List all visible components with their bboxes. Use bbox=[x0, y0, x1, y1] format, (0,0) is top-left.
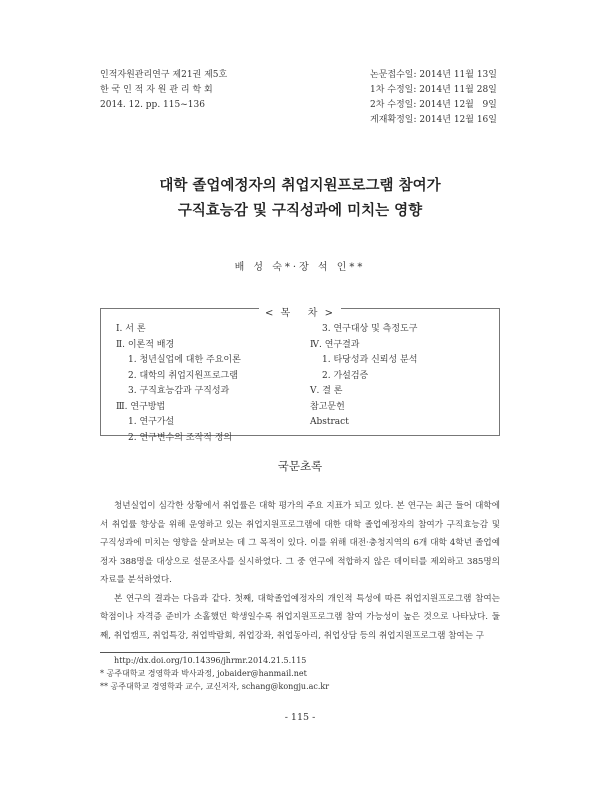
title-line-1: 대학 졸업예정자의 취업지원프로그램 참여가 bbox=[159, 178, 441, 194]
title-line-2: 구직효능감 및 구직성과에 미치는 영향 bbox=[177, 203, 423, 219]
toc-item: Ⅲ. 연구방법 bbox=[116, 401, 166, 412]
toc-item: 참고문헌 bbox=[310, 401, 345, 412]
toc-heading bbox=[0, 301, 600, 320]
toc-item: 1. 청년실업에 대한 주요이론 bbox=[128, 355, 241, 365]
toc-item: 3. 구직효능감과 구직성과 bbox=[128, 386, 230, 396]
journal-info bbox=[100, 68, 227, 113]
paper-title bbox=[0, 174, 600, 224]
date-received: 논문접수일: 2014년 11월 13일 bbox=[370, 70, 497, 80]
date-revised-1: 1차 수정일: 2014년 11월 28일 bbox=[370, 85, 497, 95]
toc-item: Abstract bbox=[310, 417, 349, 427]
abstract-paragraph-1: 청년실업이 심각한 상황에서 취업률은 대학 평가의 주요 지표가 되고 있다. 본 연구는 최근 들어 대학에서 취업률 향상을 위해 운영하고 있는 취업지원프로그램에 대한 대학 졸업예정자의 참여가 구직효능감 및 구직성과에 미치는 영향을 살펴보는 데 그 목적이 있다. 이를 위해 대전·충청지역의 6개 대학 4학년 졸업예정자 388명을 대상으로 설문조사를 실시하였다. 그 중 연구에 적합하지 않은 데이터를 제외하고 385명의 자료를 분석하였다. bbox=[100, 501, 500, 585]
doi-link[interactable]: http://dx.doi.org/10.14396/jhrmr.2014.21.5.115 bbox=[114, 656, 307, 665]
submission-dates bbox=[370, 68, 497, 128]
authors: 배 성 숙*·장 석 인** bbox=[234, 262, 366, 273]
toc-item: 2. 가설검증 bbox=[322, 370, 369, 381]
journal-name: 인적자원관리연구 제21권 제5호 bbox=[100, 70, 228, 80]
abstract-heading: 국문초록 bbox=[277, 459, 323, 473]
toc-item: Ⅰ. 서 론 bbox=[116, 324, 146, 334]
abstract-body bbox=[100, 497, 500, 645]
date-accepted: 게재확정일: 2014년 12월 16일 bbox=[370, 115, 497, 125]
toc-item: Ⅳ. 연구결과 bbox=[310, 339, 360, 350]
footnote-rule bbox=[100, 652, 230, 653]
footnotes bbox=[100, 654, 329, 693]
toc-item: 1. 연구가설 bbox=[128, 417, 175, 427]
footnote-author-2: ** 공주대학교 경영학과 교수, 교신저자, schang@kongju.ac.kr bbox=[100, 682, 330, 691]
society-name: 한 국 인 적 자 원 관 리 학 회 bbox=[100, 85, 213, 95]
issue-pages: 2014. 12. pp. 115~136 bbox=[100, 100, 205, 110]
toc-right-column bbox=[310, 322, 417, 431]
toc-item: 1. 타당성과 신뢰성 분석 bbox=[322, 355, 418, 365]
toc-left-column bbox=[116, 322, 241, 446]
toc-item: 2. 대학의 취업지원프로그램 bbox=[128, 370, 238, 381]
page-number: - 115 - bbox=[284, 712, 316, 723]
toc-label: < 목 차 > bbox=[259, 308, 341, 319]
footnote-author-1: * 공주대학교 경영학과 박사과정, jobaider@hanmail.net bbox=[100, 669, 307, 678]
date-revised-2: 2차 수정일: 2014년 12월 9일 bbox=[370, 100, 497, 110]
toc-item: 2. 연구변수의 조작적 정의 bbox=[128, 432, 233, 443]
toc-item: Ⅱ. 이론적 배경 bbox=[116, 339, 175, 350]
toc-item: Ⅴ. 결 론 bbox=[310, 386, 343, 396]
abstract-paragraph-2: 본 연구의 결과는 다음과 같다. 첫째, 대학졸업예정자의 개인적 특성에 따른 취업지원프로그램 참여는 학점이나 자격증 준비가 소홀했던 학생일수록 취업지원프로그램 참여 가능성이 높은 것으로 나타났다. 둘째, 취업캠프, 취업특강, 취업박람회, 취업강좌, 취업동아리, 취업상담 등의 취업지원프로그램 참여는 구 bbox=[100, 593, 500, 641]
toc-item: 3. 연구대상 및 측정도구 bbox=[322, 324, 418, 334]
